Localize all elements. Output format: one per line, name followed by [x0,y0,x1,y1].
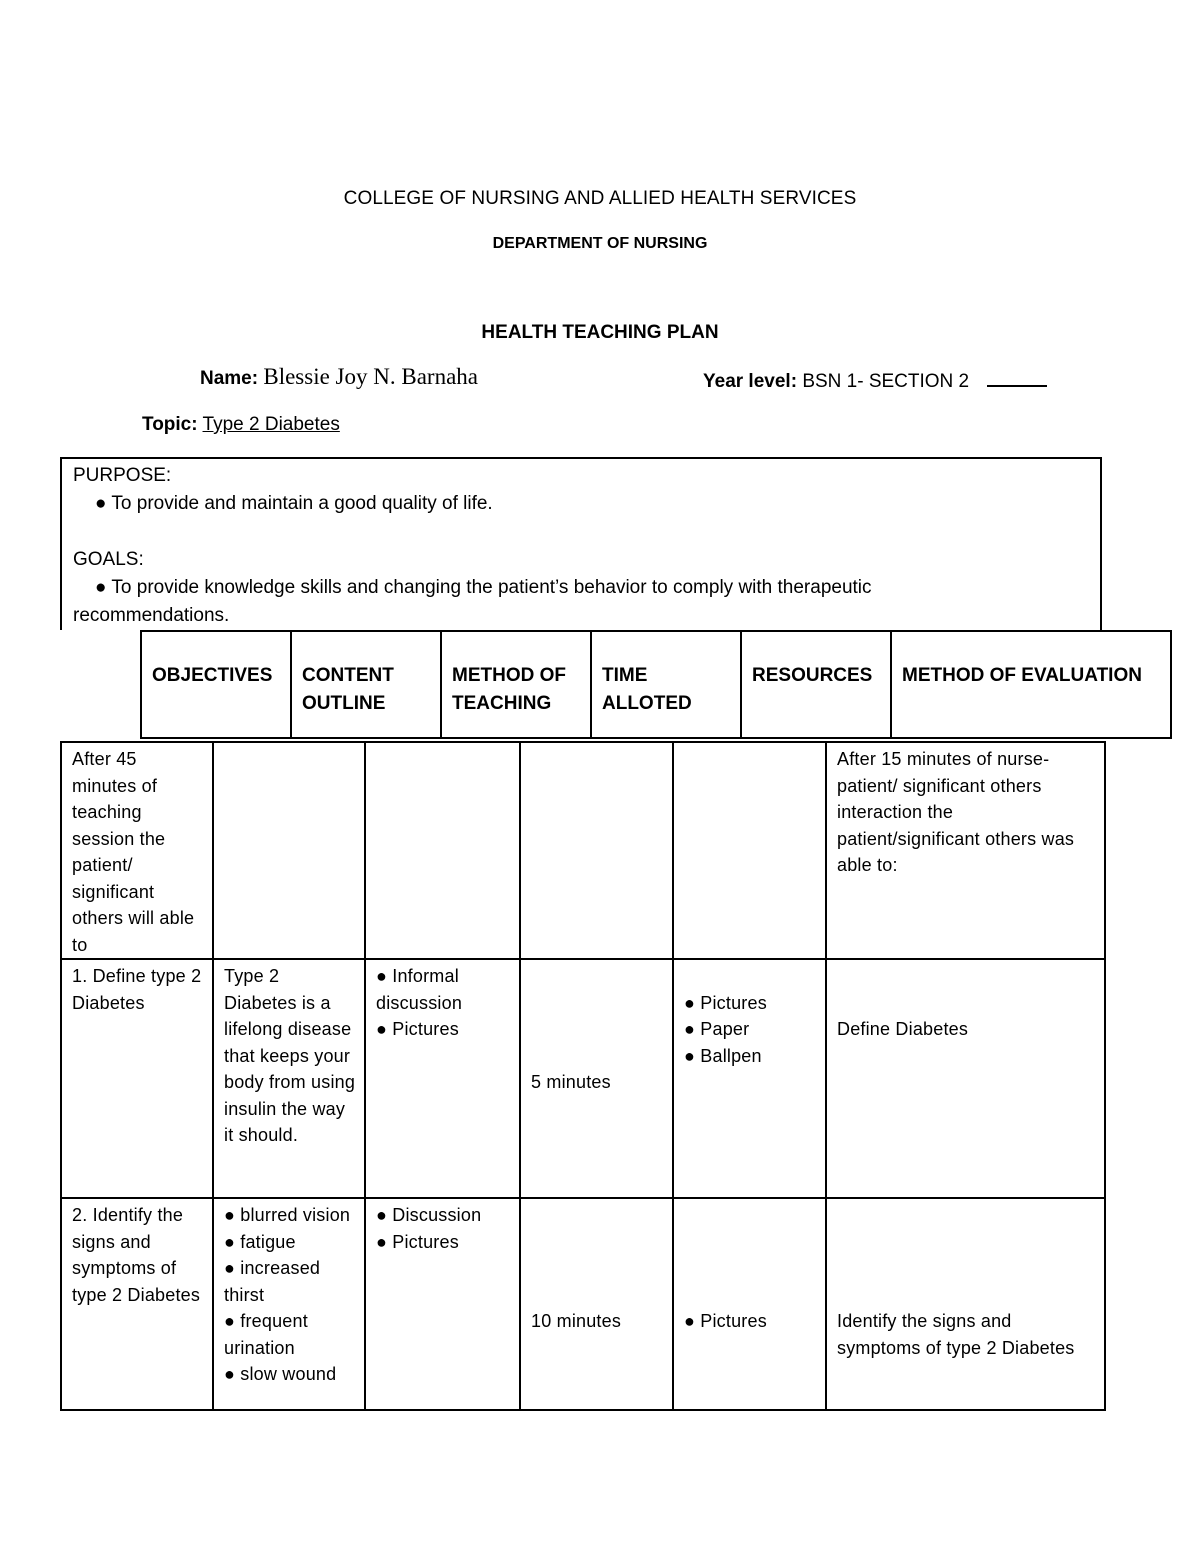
year-level-line [703,367,1047,393]
department-name: DEPARTMENT OF NURSING [492,235,708,252]
method-cell [365,1198,520,1410]
name-line [200,364,478,390]
evaluation-cell: After 15 minutes of nurse-patient/ significant others interaction the patient/significant others was able to: [826,742,1105,959]
objective-cell: 1. Define type 2 Diabetes [61,959,213,1198]
page-title: HEALTH TEACHING PLAN [481,322,719,343]
name-label: Name: [200,368,259,389]
list-item: ● Discussion [376,1205,482,1225]
college-name: COLLEGE OF NURSING AND ALLIED HEALTH SERVICES [343,188,857,209]
evaluation-cell [826,959,1105,1198]
content-cell [213,742,365,959]
list-item: ● slow wound [224,1364,337,1384]
objective-cell: After 45 minutes of teaching session the patient/ significant others will able to [61,742,213,959]
column-header-table [140,630,1172,739]
blank-line [987,367,1047,387]
time-value: 5 minutes [531,1072,611,1092]
list-item: ● Paper [684,1019,750,1039]
year-level-label: Year level: [703,371,798,392]
col-header-objectives: OBJECTIVES [141,631,291,738]
list-item: ● fatigue [224,1231,296,1252]
objective-cell: 2. Identify the signs and symptoms of type 2 Diabetes [61,1198,213,1410]
list-item: ● Pictures [376,1231,459,1252]
list-item: ● Pictures [376,1019,459,1039]
teaching-plan-table [60,741,1106,1411]
topic-line [142,414,340,436]
table-row [61,1198,1105,1410]
resources-cell [673,1198,826,1410]
list-item: ● frequent urination [224,1311,308,1358]
method-cell [365,742,520,959]
evaluation-value: Identify the signs and symptoms of type 2 Diabetes [837,1311,1075,1358]
col-header-content-outline: CONTENT OUTLINE [291,631,441,738]
list-item: ● Ballpen [684,1045,762,1066]
content-cell: Type 2 Diabetes is a lifelong disease that keeps your body from using insulin the way it should. [213,959,365,1198]
evaluation-value: Define Diabetes [837,1019,969,1039]
time-value: 10 minutes [531,1311,622,1331]
list-item: ● Informal discussion [376,966,463,1013]
goals-label: GOALS: [73,549,144,570]
time-cell [520,742,673,959]
content-cell [213,1198,365,1410]
method-cell [365,959,520,1198]
time-cell [520,959,673,1198]
table-row [61,742,1105,959]
resources-cell [673,742,826,959]
name-value: Blessie Joy N. Barnaha [263,364,478,389]
year-level-value: BSN 1- SECTION 2 [802,371,970,392]
purpose-label: PURPOSE: [73,465,172,486]
col-header-time-alloted: TIME ALLOTED [591,631,741,738]
list-item: ● increased thirst [224,1258,321,1305]
col-header-resources: RESOURCES [741,631,891,738]
list-item: ● blurred vision [224,1205,351,1225]
purpose-goals-box [60,457,1102,630]
list-item: ● Pictures [684,992,767,1013]
goals-item: ● To provide knowledge skills and changing the patient’s behavior to comply with therapeutic [95,577,872,598]
resources-cell [673,959,826,1198]
time-cell [520,1198,673,1410]
topic-label: Topic: [142,414,198,435]
col-header-method-of-evaluation: METHOD OF EVALUATION [891,631,1171,738]
topic-value: Type 2 Diabetes [202,414,340,435]
list-item: ● Pictures [684,1311,767,1331]
purpose-item: ● To provide and maintain a good quality of life. [95,493,493,514]
evaluation-cell [826,1198,1105,1410]
col-header-method-of-teaching: METHOD OF TEACHING [441,631,591,738]
goals-item-continued: recommendations. [73,605,230,626]
table-row [61,959,1105,1198]
